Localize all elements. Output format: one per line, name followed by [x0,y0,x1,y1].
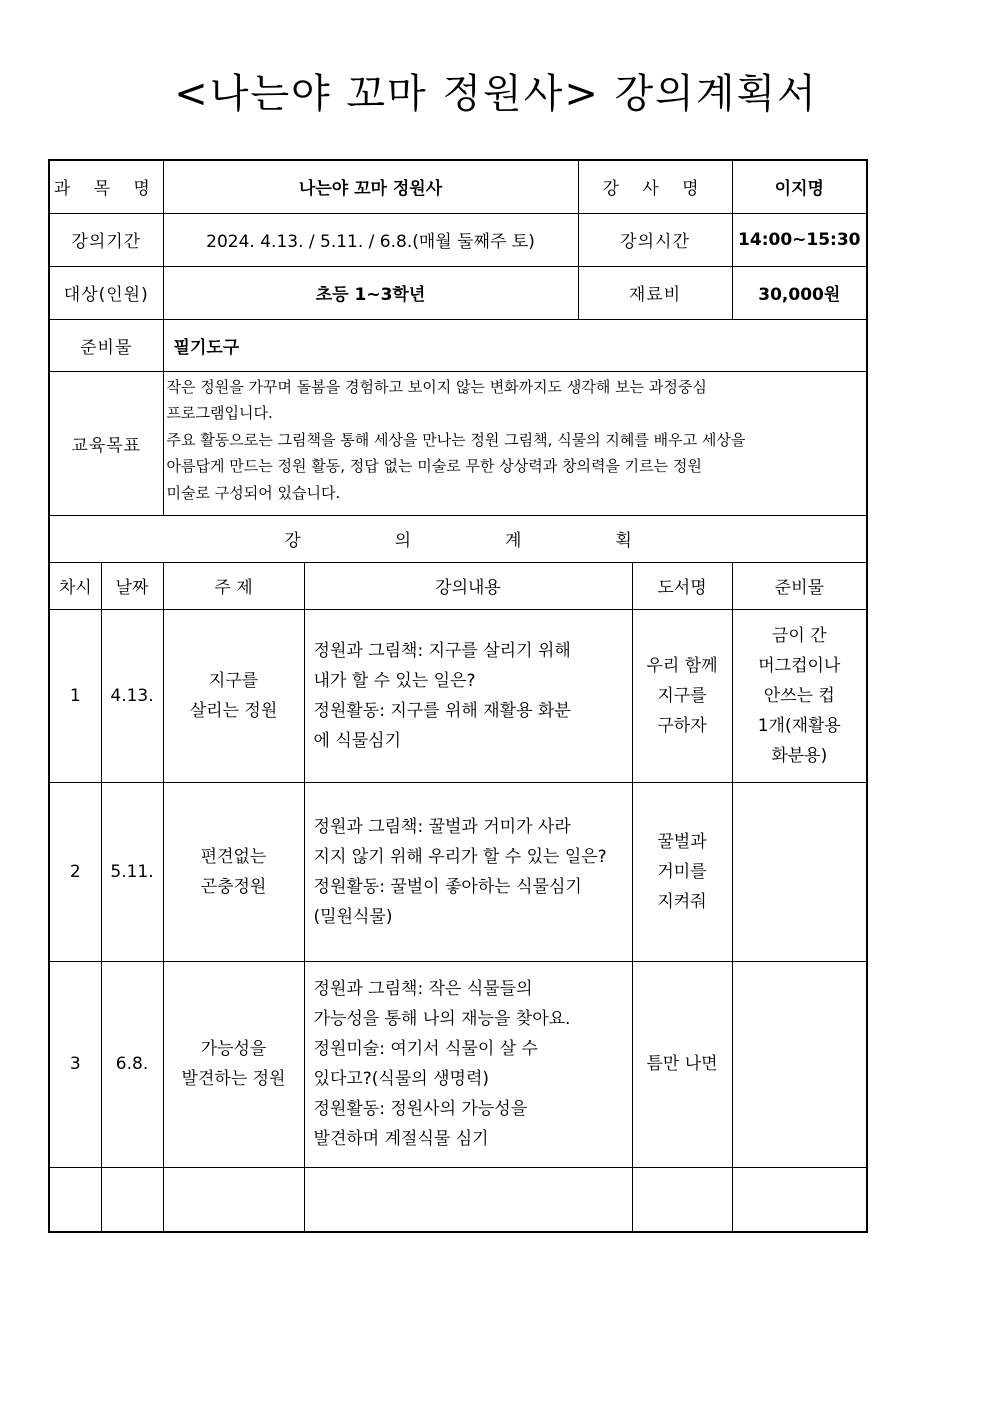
plan-row-1 [49,609,867,782]
info-row-period [49,213,867,266]
content-line: 내가 할 수 있는 일은? [313,670,476,691]
content-line: 정원과 그림책: 지구를 살리기 위해 [313,640,571,661]
col-header-session: 차시 [49,562,101,609]
topic-line: 지구를 [208,670,259,691]
content-line: 정원활동: 지구를 위해 재활용 화분 [313,700,571,721]
materials-line: 1개(재활용 [757,715,841,736]
goal-line: 미술로 구성되어 있습니다. [166,483,341,502]
plan-column-header-row [49,562,867,609]
col-header-topic: 주 제 [163,562,304,609]
plan-row-3 [49,961,867,1167]
target-value: 초등 1~3학년 [163,266,578,319]
empty-cell [632,1167,732,1232]
course-label: 과 목 명 [49,160,163,213]
topic-line: 곤충정원 [200,876,267,897]
target-label: 대상(인원) [49,266,163,319]
topic-line: 편견없는 [200,846,267,867]
book-line: 거미를 [657,861,707,882]
session-topic [163,609,304,782]
goal-line: 주요 활동으로는 그림책을 통해 세상을 만나는 정원 그림책, 식물의 지혜를 배우고 세상을 [166,430,746,449]
session-number: 3 [49,961,101,1167]
instructor-value: 이지명 [732,160,867,213]
content-line: 정원미술: 여기서 식물이 살 수 [313,1039,538,1059]
materials-line: 안쓰는 컵 [763,685,835,706]
info-row-goal [49,371,867,515]
session-content [304,782,632,961]
document-title: <나는야 꼬마 정원사> 강의계획서 [174,71,818,117]
session-number: 2 [49,782,101,961]
session-content [304,609,632,782]
content-line: 에 식물심기 [313,730,402,751]
book-line: 지구를 [657,685,707,706]
content-line: 있다고?(식물의 생명력) [313,1069,490,1089]
session-topic [163,961,304,1167]
plan-heading-char: 의 [394,531,412,551]
time-label: 강의시간 [578,213,732,266]
content-line: 정원활동: 정원사의 가능성을 [313,1099,528,1119]
materials-line: 금이 간 [771,625,827,646]
session-number: 1 [49,609,101,782]
content-line: 발견하며 계절식물 심기 [313,1129,489,1149]
session-date: 5.11. [101,782,163,961]
instructor-label: 강 사 명 [578,160,732,213]
col-header-content: 강의내용 [304,562,632,609]
time-value: 14:00~15:30 [732,213,867,266]
book-line: 구하자 [657,715,707,736]
topic-line: 발견하는 정원 [181,1069,286,1089]
info-row-target [49,266,867,319]
goal-line: 작은 정원을 가꾸며 돌봄을 경험하고 보이지 않는 변화까지도 생각해 보는 과정중심 [166,377,707,396]
goal-text [163,371,867,515]
plan-row-empty [49,1167,867,1232]
empty-cell [49,1167,101,1232]
content-line: (밀원식물) [313,906,393,927]
book-line: 꿀벌과 [657,831,707,852]
session-materials [732,782,867,961]
session-book [632,961,732,1167]
session-topic [163,782,304,961]
content-line: 가능성을 통해 나의 재능을 찾아요. [313,1009,571,1029]
session-materials [732,961,867,1167]
empty-cell [304,1167,632,1232]
book-line: 틈만 나면 [646,1054,718,1074]
info-row-prep [49,319,867,371]
plan-heading [49,515,867,562]
plan-heading-char: 획 [615,531,632,551]
col-header-book: 도서명 [632,562,732,609]
plan-row-2 [49,782,867,961]
session-materials [732,609,867,782]
period-value: 2024. 4.13. / 5.11. / 6.8.(매월 둘째주 토) [163,213,578,266]
empty-cell [101,1167,163,1232]
session-book [632,782,732,961]
col-header-materials: 준비물 [732,562,867,609]
content-line: 정원과 그림책: 꿀벌과 거미가 사라 [313,816,571,837]
course-value: 나는야 꼬마 정원사 [163,160,578,213]
content-line: 정원활동: 꿀벌이 좋아하는 식물심기 [313,876,582,897]
goal-line: 아름답게 만드는 정원 활동, 정답 없는 미술로 무한 상상력과 창의력을 기르는 정원 [166,457,702,475]
session-book [632,609,732,782]
prep-label: 준비물 [49,319,163,371]
col-header-date: 날짜 [101,562,163,609]
content-line: 정원과 그림책: 작은 식물들의 [313,979,533,999]
period-label: 강의기간 [49,213,163,266]
materials-line: 화분용) [771,745,828,766]
info-row-course [49,160,867,213]
materials-line: 머그컵이나 [758,655,841,676]
book-line: 우리 함께 [646,655,718,676]
plan-heading-row [49,515,867,562]
prep-value: 필기도구 [163,319,867,371]
goal-line: 프로그램입니다. [166,404,273,422]
session-date: 4.13. [101,609,163,782]
plan-heading-char: 강 [284,531,301,551]
goal-label: 교육목표 [49,371,163,515]
fee-label: 재료비 [578,266,732,319]
fee-value: 30,000원 [732,266,867,319]
session-date: 6.8. [101,961,163,1167]
content-line: 지지 않기 위해 우리가 할 수 있는 일은? [313,846,607,867]
session-content [304,961,632,1167]
empty-cell [732,1167,867,1232]
book-line: 지켜줘 [657,891,707,912]
topic-line: 가능성을 [200,1039,267,1059]
topic-line: 살리는 정원 [189,700,278,721]
lecture-plan-table [48,159,868,1233]
plan-heading-char: 계 [505,531,522,551]
empty-cell [163,1167,304,1232]
